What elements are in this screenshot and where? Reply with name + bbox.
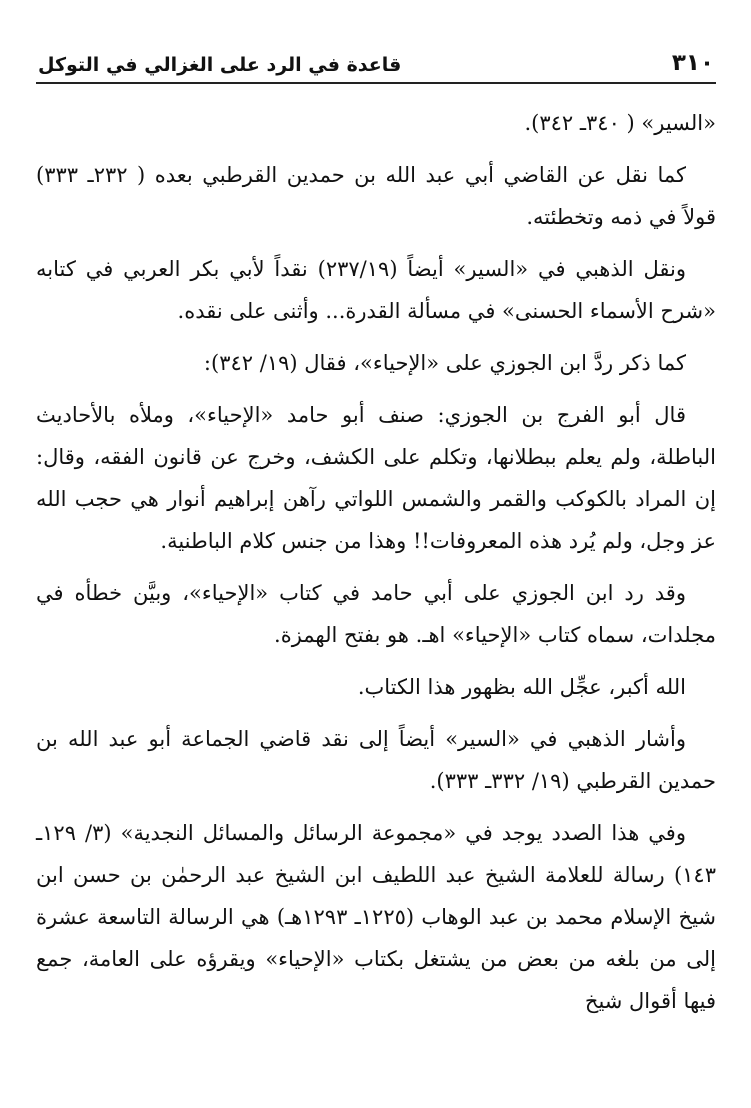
paragraph-3: ونقل الذهبي في «السير» أيضاً (٢٣٧/١٩) نقداً لأبي بكر العربي في كتابه «شرح الأسماء الحسنى» في مسألة القدرة... وأثنى على نقده. xyxy=(36,257,716,323)
paragraph-5-quote: قال أبو الفرج بن الجوزي: صنف أبو حامد «الإحياء»، وملأه بالأحاديث الباطلة، ولم يعلم ببطلانها، وتكلم على الكشف، وخرج عن قانون الفقه، وقال: إن المراد بالكوكب والقمر والشمس اللواتي رآهن إبراهيم أنوار هي حجب الله عز وجل، ولم يُرد هذه المعروفات!! وهذا من جنس كلام الباطنية. xyxy=(36,403,716,553)
page-body xyxy=(36,102,716,1022)
page-number: ٣١٠ xyxy=(671,50,714,76)
document-page xyxy=(36,36,716,1076)
page-header xyxy=(36,36,716,82)
paragraph-1: «السير» ( ٣٤٠ـ ٣٤٢). xyxy=(524,111,716,135)
paragraph-4: كما ذكر ردَّ ابن الجوزي على «الإحياء»، فقال (١٩/ ٣٤٢): xyxy=(203,351,686,375)
paragraph-9: وفي هذا الصدد يوجد في «مجموعة الرسائل والمسائل النجدية» (٣/ ١٢٩ـ ١٤٣) رسالة للعلامة الشيخ عبد اللطيف ابن الشيخ عبد الرحمٰن بن حسن ابن شيخ الإسلام محمد بن عبد الوهاب (١٢٢٥ـ ١٢٩٣هـ) هي الرسالة التاسعة عشرة إلى من بلغه من بعض من يشتغل بكتاب «الإحياء» ويقرؤه على العامة، جمع فيها أقوال شيخ xyxy=(36,821,716,1013)
paragraph-6: وقد رد ابن الجوزي على أبي حامد في كتاب «الإحياء»، وبيَّن خطأه في مجلدات، سماه كتاب «الإحياء» اهـ. هو بفتح الهمزة. xyxy=(36,581,716,647)
paragraph-7: الله أكبر، عجِّل الله بظهور هذا الكتاب. xyxy=(357,675,686,699)
header-divider xyxy=(36,82,716,84)
paragraph-8: وأشار الذهبي في «السير» أيضاً إلى نقد قاضي الجماعة أبو عبد الله بن حمدين القرطبي (١٩/ ٣٣٢ـ ٣٣٣). xyxy=(36,727,716,793)
running-title: قاعدة في الرد على الغزالي في التوكل xyxy=(38,54,402,76)
paragraph-2: كما نقل عن القاضي أبي عبد الله بن حمدين القرطبي بعده ( ٢٣٢ـ ٣٣٣) قولاً في ذمه وتخطئته. xyxy=(36,163,716,229)
